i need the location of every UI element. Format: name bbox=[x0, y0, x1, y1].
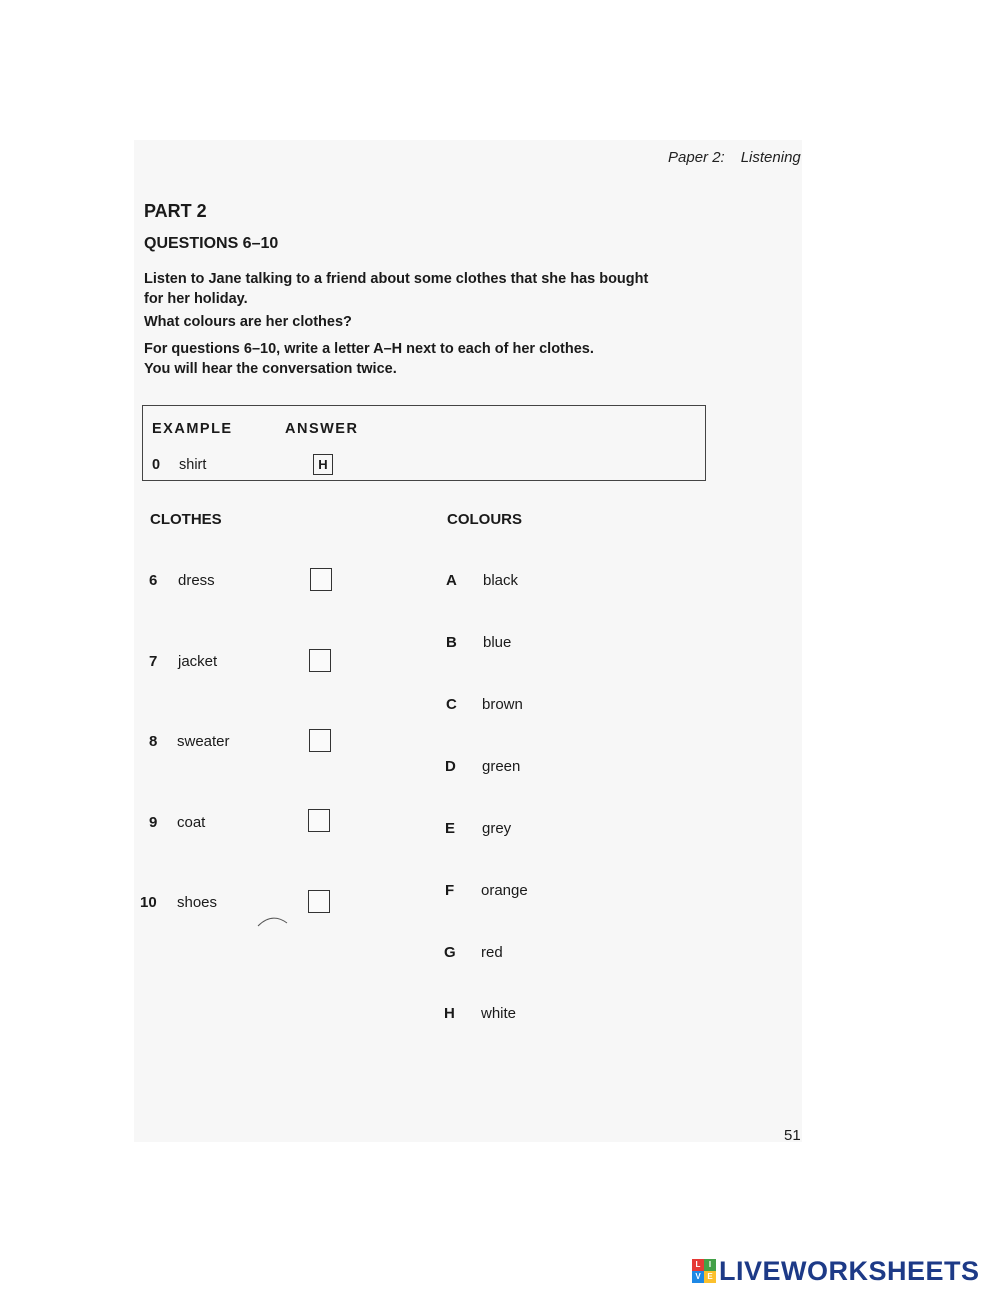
colour-letter: B bbox=[446, 634, 457, 651]
logo-tile: L bbox=[692, 1259, 704, 1271]
colour-letter: F bbox=[445, 882, 455, 899]
page-header bbox=[668, 149, 801, 166]
instruction-line-3: What colours are her clothes? bbox=[144, 314, 352, 330]
colours-heading: COLOURS bbox=[447, 511, 522, 528]
clothes-name: jacket bbox=[178, 653, 218, 670]
colour-name: white bbox=[481, 1005, 517, 1022]
answer-label: ANSWER bbox=[285, 421, 359, 437]
instruction-line-1: Listen to Jane talking to a friend about some clothes that she has bought bbox=[144, 271, 649, 287]
instruction-line-5: You will hear the conversation twice. bbox=[144, 361, 397, 377]
clothes-name: shoes bbox=[177, 894, 218, 911]
example-box bbox=[142, 405, 706, 481]
colour-name: grey bbox=[482, 820, 512, 837]
colour-letter: E bbox=[445, 820, 456, 837]
colour-name: orange bbox=[481, 882, 528, 899]
clothes-name: sweater bbox=[177, 733, 230, 750]
liveworksheets-brand[interactable] bbox=[692, 1254, 980, 1288]
page-number: 51 bbox=[784, 1127, 801, 1144]
answer-box-8[interactable] bbox=[309, 729, 331, 752]
liveworksheets-logo-icon bbox=[692, 1259, 716, 1283]
brand-name: LIVEWORKSHEETS bbox=[719, 1255, 980, 1286]
clothes-number: 6 bbox=[149, 572, 158, 589]
colour-letter: G bbox=[444, 944, 456, 961]
example-item: shirt bbox=[179, 457, 207, 473]
colour-letter: C bbox=[446, 696, 457, 713]
answer-box-10[interactable] bbox=[308, 890, 330, 913]
example-label: EXAMPLE bbox=[152, 421, 233, 437]
logo-tile: I bbox=[704, 1259, 716, 1271]
clothes-number: 9 bbox=[149, 814, 158, 831]
paper-label: Paper 2: bbox=[668, 149, 725, 166]
section-label: Listening bbox=[740, 149, 801, 166]
colour-name: black bbox=[483, 572, 519, 589]
scan-mark bbox=[256, 914, 290, 928]
answer-box-7[interactable] bbox=[309, 649, 331, 672]
clothes-number: 7 bbox=[149, 653, 158, 670]
clothes-heading: CLOTHES bbox=[150, 511, 222, 528]
clothes-number: 10 bbox=[140, 894, 157, 911]
instruction-line-4: For questions 6–10, write a letter A–H next to each of her clothes. bbox=[144, 341, 594, 357]
logo-tile: E bbox=[704, 1271, 716, 1283]
part-title: PART 2 bbox=[144, 201, 207, 221]
example-answer-box: H bbox=[313, 454, 333, 475]
answer-box-6[interactable] bbox=[310, 568, 332, 591]
colour-name: green bbox=[482, 758, 521, 775]
colour-letter: D bbox=[445, 758, 456, 775]
colour-letter: H bbox=[444, 1005, 455, 1022]
colour-name: blue bbox=[483, 634, 512, 651]
clothes-number: 8 bbox=[149, 733, 158, 750]
answer-box-9[interactable] bbox=[308, 809, 330, 832]
instruction-line-2: for her holiday. bbox=[144, 291, 248, 307]
colour-name: red bbox=[481, 944, 503, 961]
clothes-name: dress bbox=[178, 572, 215, 589]
colour-name: brown bbox=[482, 696, 523, 713]
questions-title: QUESTIONS 6–10 bbox=[144, 235, 279, 252]
example-number: 0 bbox=[152, 457, 161, 473]
colour-letter: A bbox=[446, 572, 457, 589]
logo-tile: V bbox=[692, 1271, 704, 1283]
clothes-name: coat bbox=[177, 814, 206, 831]
